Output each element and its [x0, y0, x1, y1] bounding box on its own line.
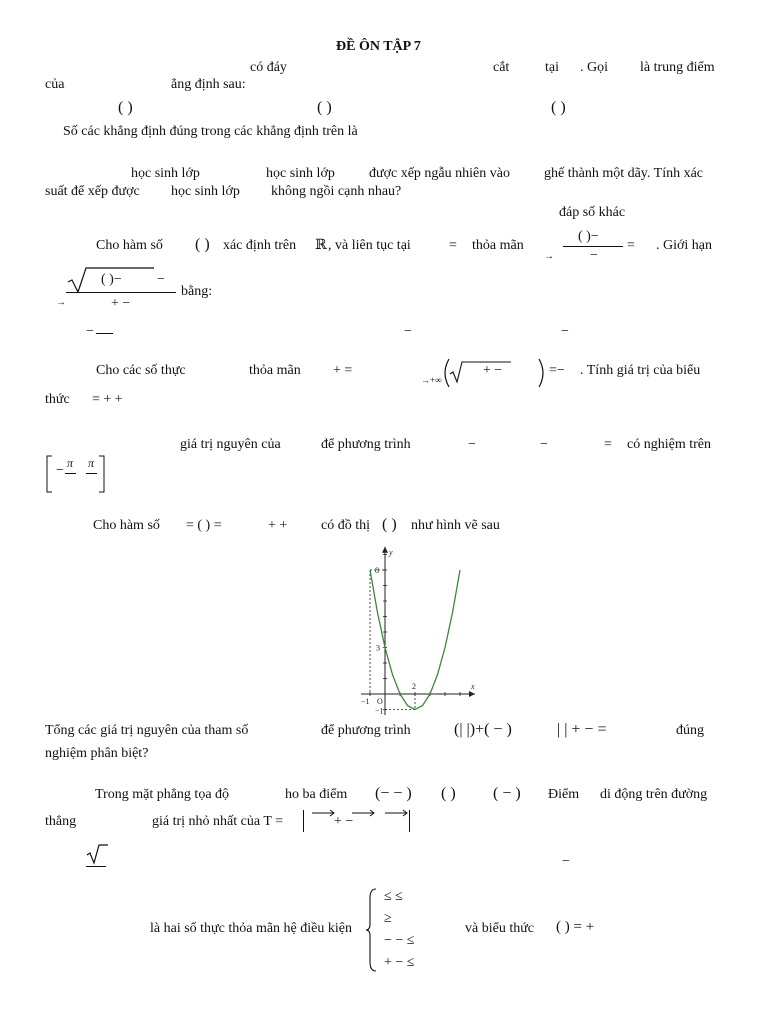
q9-cond-2: ≥	[384, 911, 392, 926]
q9-cond-4: + − ≤	[384, 955, 415, 970]
q4-inner: + −	[483, 363, 503, 378]
q8-text-8: thẳng	[45, 814, 77, 829]
q8-option-bar	[86, 866, 106, 867]
q2-text-5: suất để xếp được	[45, 184, 140, 199]
q8-text-4: ( )	[441, 785, 456, 802]
q3-frac2-bar	[66, 292, 176, 293]
q2-text-7: không ngồi cạnh nhau?	[271, 184, 402, 199]
q3-paren: ( )	[195, 236, 210, 253]
q3-defined: xác định trên	[223, 238, 297, 253]
q8-option-minus: −	[562, 854, 570, 869]
q7-text-1: Tổng các giá trị nguyên của tham số	[45, 723, 249, 738]
q8-vector-arrow-3	[385, 810, 409, 816]
q8-text-9: giá trị nhỏ nhất của T =	[152, 814, 284, 829]
tick-label: 3	[376, 643, 380, 653]
tick-label: −1	[375, 706, 384, 715]
q3-frac-eq: =	[627, 238, 635, 253]
q8-text-1: Trong mặt phẳng tọa độ	[95, 787, 230, 802]
q1-paren-2: ( )	[317, 99, 332, 116]
q4-result: =−	[549, 363, 565, 378]
q8-abs-right	[409, 810, 410, 832]
q6-paren: ( )	[382, 516, 397, 533]
q3-frac-num: ( )−	[578, 229, 599, 244]
q6-graph-word: có đồ thị	[321, 518, 370, 533]
q8-option-sqrt	[86, 843, 110, 865]
x-axis-label: x	[471, 682, 475, 691]
q3-intro: Cho hàm số	[96, 238, 163, 253]
q5-interval-bar-2	[86, 473, 97, 474]
y-axis-label: y	[389, 547, 393, 557]
q8-vector-arrow-2	[352, 810, 376, 816]
q2-text-1: học sinh lớp	[131, 166, 200, 181]
q6-intro: Cho hàm số	[93, 518, 160, 533]
q9-tail: và biểu thức	[465, 921, 535, 936]
q2-option-other: đáp số khác	[559, 205, 626, 220]
q7-text-2: để phương trình	[321, 723, 411, 738]
q3-sqrt-inner: ( )−	[101, 272, 122, 287]
tick-label: −1	[361, 697, 370, 706]
q6-tail: như hình vẽ sau	[411, 518, 500, 533]
q8-text-6: Điểm	[548, 787, 580, 802]
q3-R: ℝ	[315, 238, 327, 253]
q2-text-4: ghế thành một dãy. Tính xác	[544, 166, 704, 181]
q6-eq: = ( ) =	[186, 518, 222, 533]
q3-frac2-den: + −	[111, 296, 131, 311]
q5-bracket-left	[46, 455, 54, 493]
tick-label: 8	[375, 566, 379, 575]
q3-frac-bar	[563, 246, 623, 247]
q5-text-1: giá trị nguyên của	[180, 437, 281, 452]
q5-text-2: để phương trình	[321, 437, 411, 452]
q5-interval-minus: −	[56, 463, 64, 478]
q4-eq1: + =	[333, 363, 353, 378]
q9-cond-1: ≤ ≤	[384, 889, 403, 904]
q3-option-b: −	[404, 324, 412, 339]
q4-intro: Cho các số thực	[96, 363, 186, 378]
q7-text-4: | | + − =	[557, 721, 607, 738]
q3-tail: . Giới hạn	[656, 238, 713, 253]
q3-lim-arrow: →	[544, 251, 554, 262]
q8-text-5: ( − )	[493, 785, 521, 802]
q8-text-3: (− − )	[375, 785, 412, 802]
q5-interval-pi-1: π	[67, 456, 74, 470]
q1-text-5: là trung điểm	[640, 60, 715, 75]
q5-tail: có nghiệm trên	[627, 437, 711, 452]
q3-cont: , và liên tục tại	[328, 238, 411, 253]
q5-eq: =	[604, 437, 612, 452]
q1-ask: Số các khẳng định đúng trong các khẳng định trên là	[63, 124, 358, 139]
q1-text-4: . Gọi	[580, 60, 608, 75]
tick-label: O	[377, 697, 383, 706]
q4-expr-label: thức	[45, 392, 70, 407]
q5-bracket-right	[98, 455, 106, 493]
q3-option-a: −	[86, 324, 94, 339]
x-axis-arrow	[469, 691, 475, 697]
q7-text-3: (| |)+( − )	[454, 721, 512, 738]
q3-equals-word: bằng:	[181, 284, 213, 299]
y-axis-arrow	[382, 547, 388, 553]
q7-text-6: nghiệm phân biệt?	[45, 746, 149, 761]
q3-frac-den: −	[590, 248, 598, 263]
q8-text-2: ho ba điểm	[285, 787, 348, 802]
q3-option-a-bar	[96, 333, 113, 334]
q2-text-6: học sinh lớp	[171, 184, 240, 199]
q5-interval-bar-1	[65, 473, 76, 474]
q8-vector-arrow-1	[312, 810, 336, 816]
q4-paren-right	[537, 358, 549, 388]
q9-text: là hai số thực thỏa mãn hệ điều kiện	[150, 921, 352, 936]
q8-vec-ops: + −	[334, 814, 354, 829]
q6-terms: + +	[268, 518, 288, 533]
q1-text-7: ẳng định sau:	[171, 77, 246, 92]
q1-text-3: tại	[545, 60, 559, 75]
q1-paren-3: ( )	[551, 99, 566, 116]
q3-sat: thỏa mãn	[472, 238, 524, 253]
q1-text-2: cắt	[493, 60, 510, 75]
q4-lim: →+∞	[421, 375, 442, 385]
q9-cond-3: − − ≤	[384, 933, 415, 948]
q4-ask: . Tính giá trị của biểu	[580, 363, 701, 378]
q3-option-c: −	[561, 324, 569, 339]
q4-sat: thỏa mãn	[249, 363, 301, 378]
q3-lim-arrow-2: →	[56, 297, 66, 308]
page-title: ĐỀ ÔN TẬP 7	[336, 39, 421, 54]
q3-eq: =	[449, 238, 457, 253]
q2-text-3: được xếp ngẫu nhiên vào	[369, 166, 510, 181]
tick-label: 2	[412, 682, 416, 691]
q7-text-5: đúng	[676, 723, 704, 738]
q3-sqrt-minus: −	[157, 272, 165, 287]
q6-parabola-graph	[320, 535, 520, 715]
q9-func: ( ) = +	[556, 919, 595, 935]
q5-minus-1: −	[468, 437, 476, 452]
q8-text-7: di động trên đường	[600, 787, 708, 802]
q9-system-brace	[366, 888, 378, 972]
q5-minus-2: −	[540, 437, 548, 452]
q1-text-6: của	[45, 77, 65, 92]
q5-interval-pi-2: π	[88, 456, 95, 470]
q8-abs-left	[303, 810, 304, 832]
q4-expr: = + +	[92, 392, 123, 407]
q1-paren-1: ( )	[118, 99, 133, 116]
q1-text-1: có đáy	[250, 60, 287, 75]
q2-text-2: học sinh lớp	[266, 166, 335, 181]
